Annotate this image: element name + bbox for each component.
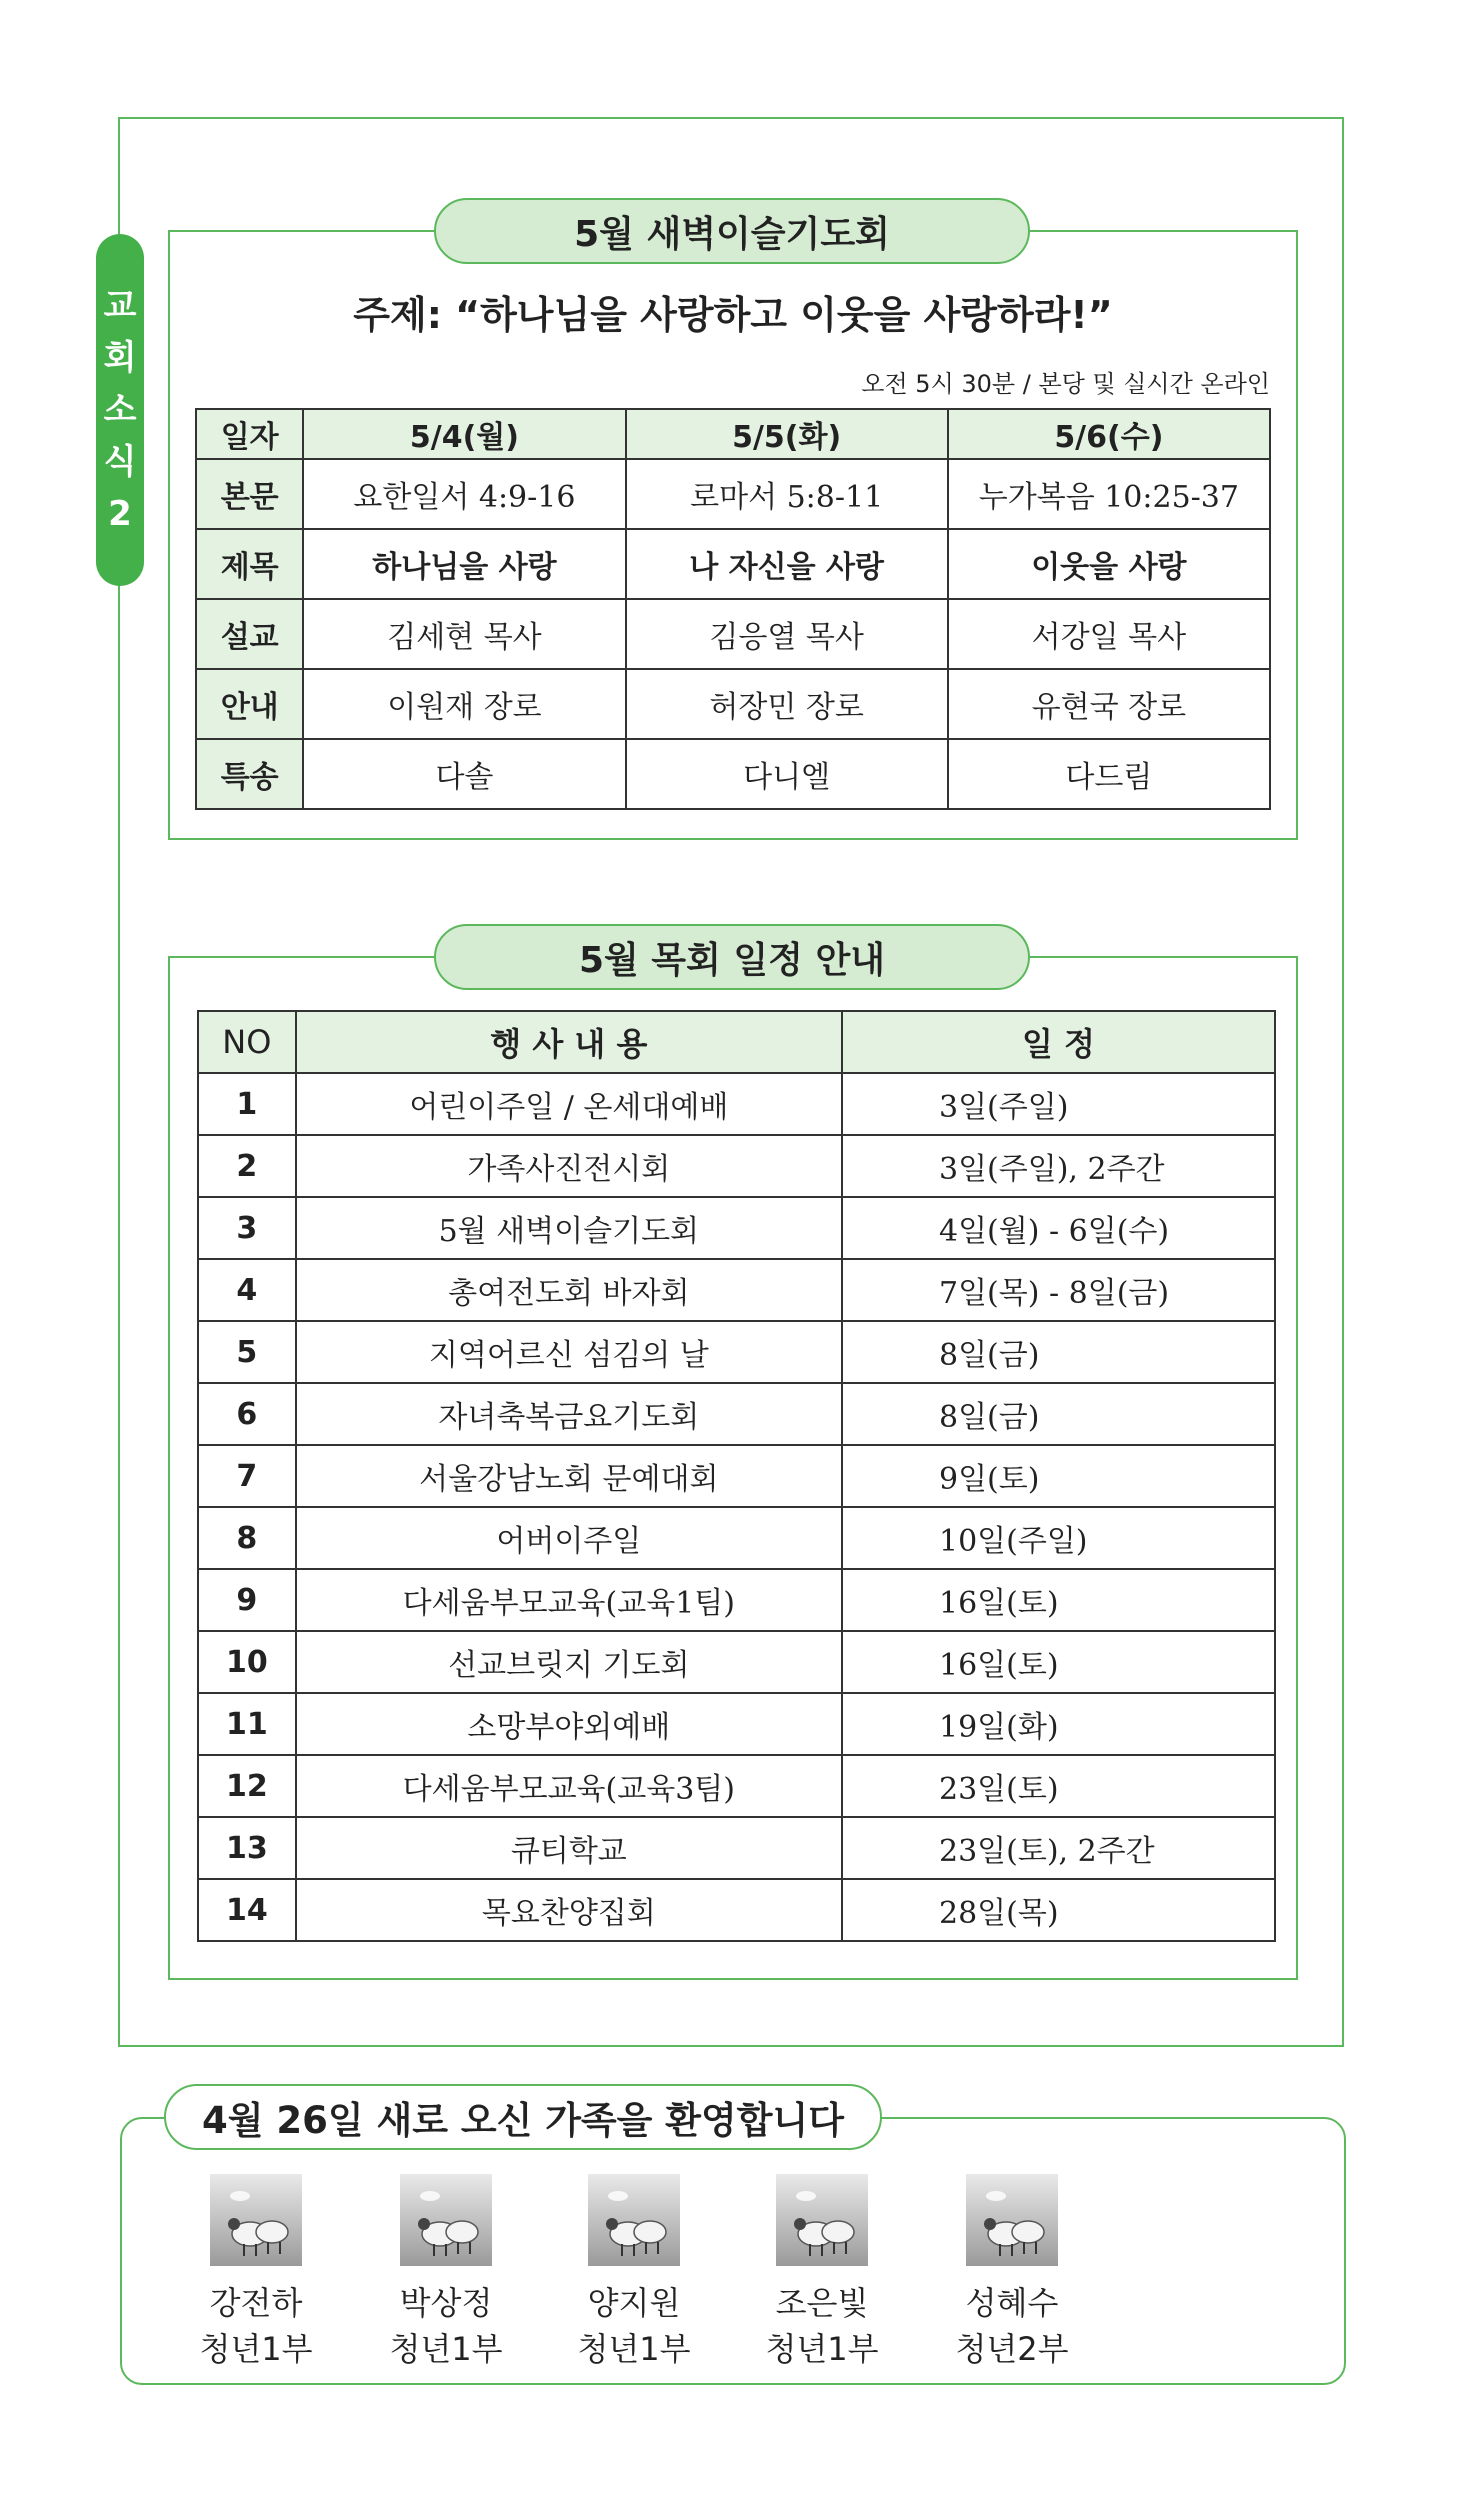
table-header-row [198,1011,1275,1073]
side-tab-char: 2 [108,494,132,534]
sheep-photo-icon [776,2174,868,2266]
row-number: 8 [198,1507,296,1569]
member-card [752,2174,892,2372]
row-label: 본문 [196,459,303,529]
member-card [186,2174,326,2372]
table-row [198,1383,1275,1445]
table-row [198,1631,1275,1693]
table-row [196,529,1270,599]
side-tab-char: 교 [103,286,137,326]
event-date: 16일(토) [842,1569,1275,1631]
event-date: 8일(금) [842,1383,1275,1445]
member-department: 청년1부 [199,2330,313,2368]
table-cell: 로마서 5:8-11 [626,459,948,529]
row-number: 12 [198,1755,296,1817]
dawn-prayer-title: 5월 새벽이슬기도회 [434,198,1030,264]
event-name: 서울강남노회 문예대회 [296,1445,842,1507]
row-number: 5 [198,1321,296,1383]
event-date: 10일(주일) [842,1507,1275,1569]
member-name: 성혜수 [965,2284,1059,2322]
table-header-cell: 일 정 [842,1011,1275,1073]
table-row [198,1321,1275,1383]
table-row [198,1879,1275,1941]
side-tab [96,234,144,586]
event-name: 소망부야외예배 [296,1693,842,1755]
event-name: 다세움부모교육(교육3팀) [296,1755,842,1817]
table-header-cell: 5/4(월) [303,409,625,459]
member-name: 박상정 [399,2284,493,2322]
table-header-cell: 행 사 내 용 [296,1011,842,1073]
member-department: 청년1부 [765,2330,879,2368]
table-header-cell: 일자 [196,409,303,459]
event-date: 3일(주일), 2주간 [842,1135,1275,1197]
event-date: 8일(금) [842,1321,1275,1383]
table-row [198,1693,1275,1755]
row-label: 제목 [196,529,303,599]
event-date: 28일(목) [842,1879,1275,1941]
schedule-title: 5월 목회 일정 안내 [434,924,1030,990]
sheep-photo-icon [210,2174,302,2266]
side-tab-char: 식 [103,442,137,482]
event-date: 16일(토) [842,1631,1275,1693]
member-name: 강전하 [209,2284,303,2322]
table-cell: 누가복음 10:25-37 [948,459,1270,529]
dawn-prayer-table [195,408,1271,810]
table-cell: 허장민 장로 [626,669,948,739]
table-cell: 서강일 목사 [948,599,1270,669]
row-number: 6 [198,1383,296,1445]
event-name: 가족사진전시회 [296,1135,842,1197]
member-department: 청년1부 [389,2330,503,2368]
event-name: 어린이주일 / 온세대예배 [296,1073,842,1135]
event-name: 다세움부모교육(교육1팀) [296,1569,842,1631]
table-cell: 요한일서 4:9-16 [303,459,625,529]
table-cell: 다드림 [948,739,1270,809]
row-number: 10 [198,1631,296,1693]
table-cell: 하나님을 사랑 [303,529,625,599]
event-name: 자녀축복금요기도회 [296,1383,842,1445]
side-tab-char: 회 [103,338,137,378]
member-name: 조은빛 [775,2284,869,2322]
table-row [198,1135,1275,1197]
row-number: 1 [198,1073,296,1135]
event-date: 23일(토), 2주간 [842,1817,1275,1879]
table-row [198,1445,1275,1507]
event-date: 19일(화) [842,1693,1275,1755]
member-name: 양지원 [587,2284,681,2322]
member-card [942,2174,1082,2372]
dawn-prayer-time-note: 오전 5시 30분 / 본당 및 실시간 온라인 [861,370,1270,398]
row-number: 11 [198,1693,296,1755]
event-date: 4일(월) - 6일(수) [842,1197,1275,1259]
table-row [196,599,1270,669]
sheep-photo-icon [588,2174,680,2266]
event-name: 목요찬양집회 [296,1879,842,1941]
table-row [198,1507,1275,1569]
table-row [198,1197,1275,1259]
table-row [196,669,1270,739]
member-department: 청년1부 [577,2330,691,2368]
event-date: 7일(목) - 8일(금) [842,1259,1275,1321]
event-name: 선교브릿지 기도회 [296,1631,842,1693]
row-number: 9 [198,1569,296,1631]
event-name: 큐티학교 [296,1817,842,1879]
table-row [196,739,1270,809]
table-row [196,459,1270,529]
member-department: 청년2부 [955,2330,1069,2368]
welcome-title: 4월 26일 새로 오신 가족을 환영합니다 [164,2084,882,2150]
event-name: 5월 새벽이슬기도회 [296,1197,842,1259]
row-number: 2 [198,1135,296,1197]
row-number: 14 [198,1879,296,1941]
row-label: 설교 [196,599,303,669]
table-cell: 김응열 목사 [626,599,948,669]
row-number: 13 [198,1817,296,1879]
event-date: 3일(주일) [842,1073,1275,1135]
member-card [564,2174,704,2372]
table-row [198,1569,1275,1631]
table-cell: 이웃을 사랑 [948,529,1270,599]
event-name: 지역어르신 섬김의 날 [296,1321,842,1383]
sheep-photo-icon [966,2174,1058,2266]
table-header-cell: NO [198,1011,296,1073]
row-label: 특송 [196,739,303,809]
table-cell: 나 자신을 사랑 [626,529,948,599]
row-number: 3 [198,1197,296,1259]
row-number: 4 [198,1259,296,1321]
row-number: 7 [198,1445,296,1507]
dawn-prayer-theme: 주제: “하나님을 사랑하고 이웃을 사랑하라!” [353,293,1113,337]
event-date: 9일(토) [842,1445,1275,1507]
table-cell: 다솔 [303,739,625,809]
table-cell: 다니엘 [626,739,948,809]
table-row [198,1073,1275,1135]
sheep-photo-icon [400,2174,492,2266]
schedule-table [197,1010,1276,1942]
table-cell: 유현국 장로 [948,669,1270,739]
table-header-cell: 5/5(화) [626,409,948,459]
row-label: 안내 [196,669,303,739]
member-card [376,2174,516,2372]
event-name: 어버이주일 [296,1507,842,1569]
event-name: 총여전도회 바자회 [296,1259,842,1321]
table-row [198,1817,1275,1879]
table-row [198,1755,1275,1817]
table-cell: 이원재 장로 [303,669,625,739]
event-date: 23일(토) [842,1755,1275,1817]
table-row [198,1259,1275,1321]
side-tab-char: 소 [103,390,137,430]
table-header-cell: 5/6(수) [948,409,1270,459]
table-header-row [196,409,1270,459]
table-cell: 김세현 목사 [303,599,625,669]
